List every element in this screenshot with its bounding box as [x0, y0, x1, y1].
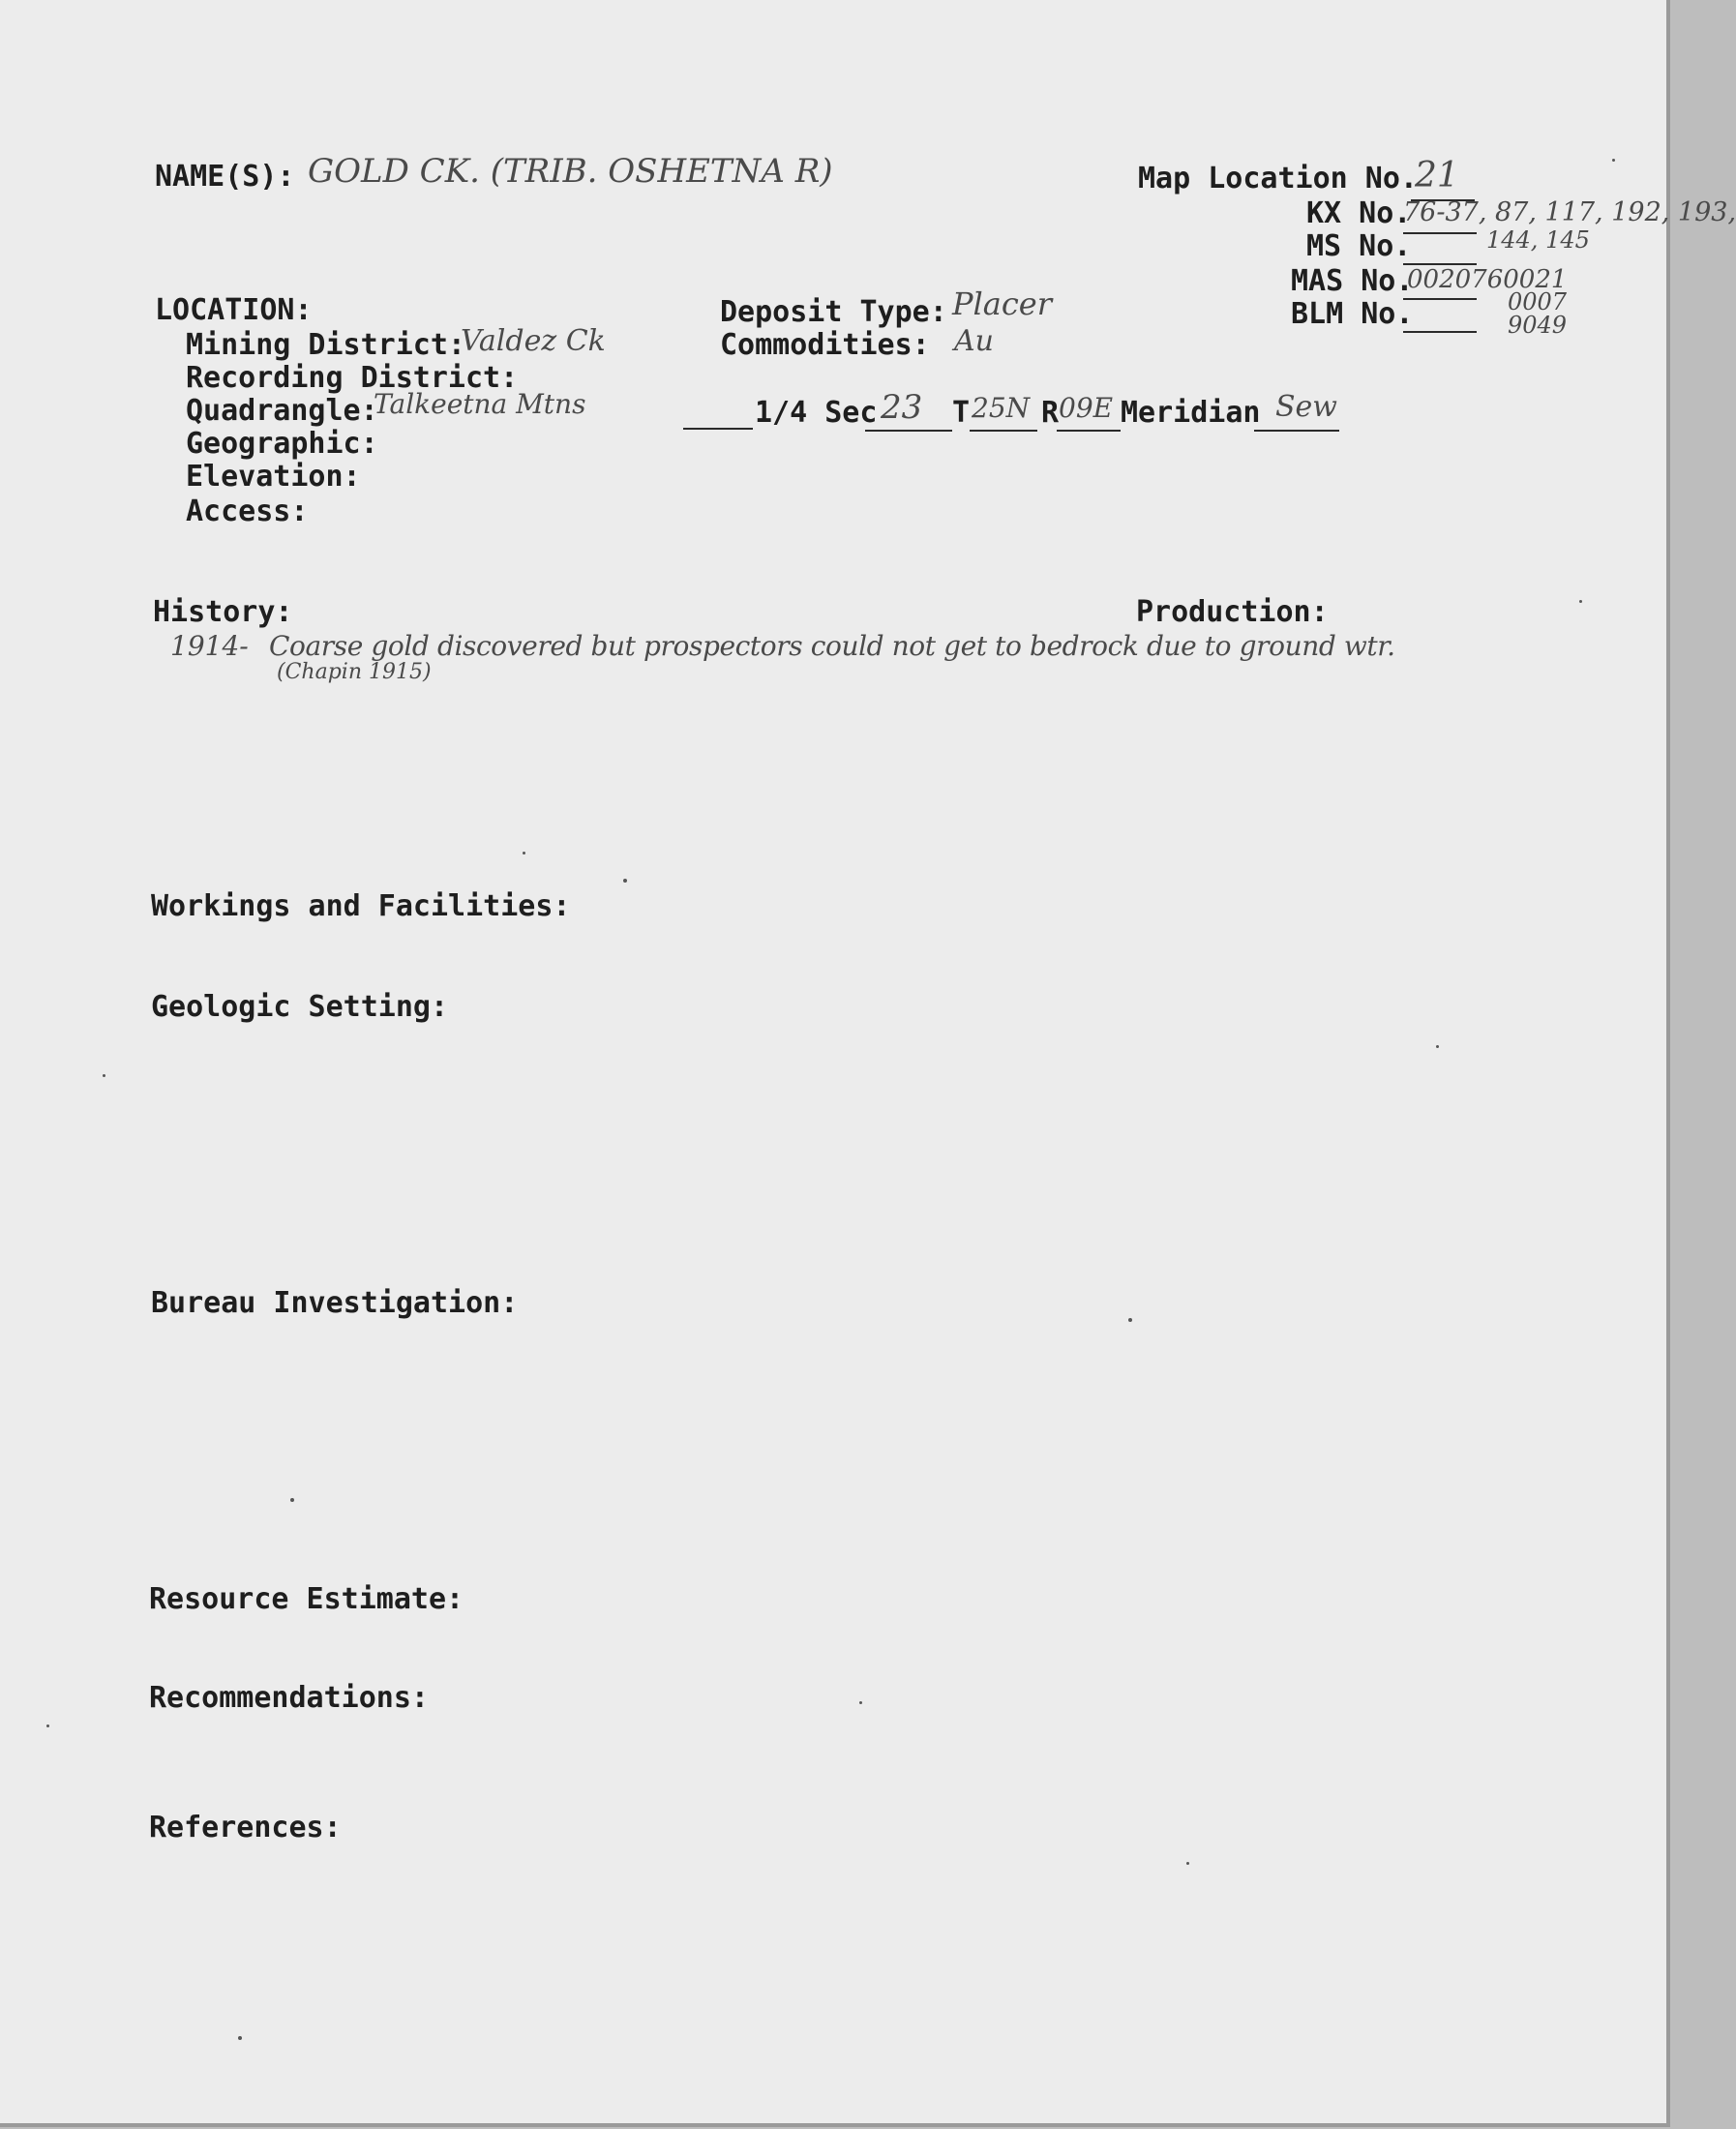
bureau-investigation-label: Bureau Investigation:: [151, 1286, 519, 1320]
scan-speck: [859, 1701, 862, 1704]
scan-speck: [1128, 1318, 1132, 1322]
meridian-label: Meridian: [1121, 396, 1261, 430]
ms-label: MS No.: [1306, 229, 1412, 263]
kx-line: [1403, 232, 1477, 234]
geologic-setting-label: Geologic Setting:: [151, 990, 449, 1024]
range-line: [1057, 430, 1121, 432]
township-line: [970, 430, 1037, 432]
scan-speck: [1436, 1045, 1439, 1048]
range-value: 09E: [1059, 392, 1114, 424]
scan-speck: [103, 1074, 105, 1077]
elevation-label: Elevation:: [186, 460, 361, 494]
recommendations-label: Recommendations:: [149, 1681, 429, 1715]
recording-district-label: Recording District:: [186, 361, 519, 395]
township-label: T: [952, 396, 971, 430]
commodities-label: Commodities:: [720, 328, 930, 362]
meridian-value: Sew: [1275, 390, 1337, 424]
deposit-type-label: Deposit Type:: [720, 295, 947, 329]
deposit-type-value: Placer: [952, 285, 1052, 322]
scan-speck: [290, 1498, 294, 1502]
names-value: GOLD CK. (TRIB. OSHETNA R): [308, 152, 833, 191]
section-value: 23: [881, 388, 923, 427]
history-entry-year: 1914-: [170, 630, 249, 662]
names-label: NAME(S):: [155, 160, 295, 194]
kx-value-line2: 144, 145: [1486, 226, 1590, 254]
access-label: Access:: [186, 495, 309, 528]
range-label: R: [1041, 396, 1060, 430]
scan-speck: [46, 1724, 49, 1727]
scan-speck: [238, 2036, 242, 2040]
history-entry-text: Coarse gold discovered but prospectors could not get to bedrock due to ground wtr.: [269, 630, 1395, 662]
meridian-line: [1254, 430, 1339, 432]
mas-label: MAS No.: [1291, 264, 1414, 298]
quarter-sec-label: 1/4 Sec: [755, 396, 878, 430]
blm-line: [1403, 331, 1477, 333]
scan-speck: [623, 879, 627, 883]
location-label: LOCATION:: [155, 293, 313, 327]
commodities-value: Au: [954, 324, 994, 358]
mas-value-line1: 0020760021: [1407, 265, 1568, 294]
mining-district-label: Mining District:: [186, 328, 465, 362]
kx-value-line1: 76-37, 87, 117, 192, 193,: [1403, 197, 1736, 227]
workings-facilities-label: Workings and Facilities:: [151, 889, 571, 923]
mas-line: [1403, 298, 1477, 300]
kx-label: KX No.: [1306, 196, 1412, 230]
map-location-label: Map Location No.: [1138, 162, 1418, 195]
blm-label: BLM No.: [1291, 297, 1414, 331]
quadrangle-value: Talkeetna Mtns: [374, 388, 586, 420]
history-label: History:: [153, 595, 293, 629]
township-value: 25N: [972, 392, 1031, 424]
references-label: References:: [149, 1811, 342, 1844]
scan-speck: [1612, 159, 1615, 162]
quadrangle-label: Quadrangle:: [186, 394, 378, 428]
mining-district-value: Valdez Ck: [461, 324, 606, 358]
geographic-label: Geographic:: [186, 427, 378, 461]
production-label: Production:: [1136, 595, 1329, 629]
resource-estimate-label: Resource Estimate:: [149, 1582, 464, 1616]
scan-speck: [1579, 600, 1582, 603]
history-entry-citation: (Chapin 1915): [277, 660, 432, 684]
quarter-line: [683, 428, 753, 430]
mas-value-line3: 9049: [1508, 312, 1568, 339]
scan-speck: [1186, 1862, 1189, 1865]
scan-speck: [523, 852, 525, 855]
mas-value-line2: 0007: [1508, 288, 1568, 315]
map-location-value: 21: [1415, 156, 1459, 195]
section-line: [865, 430, 952, 432]
